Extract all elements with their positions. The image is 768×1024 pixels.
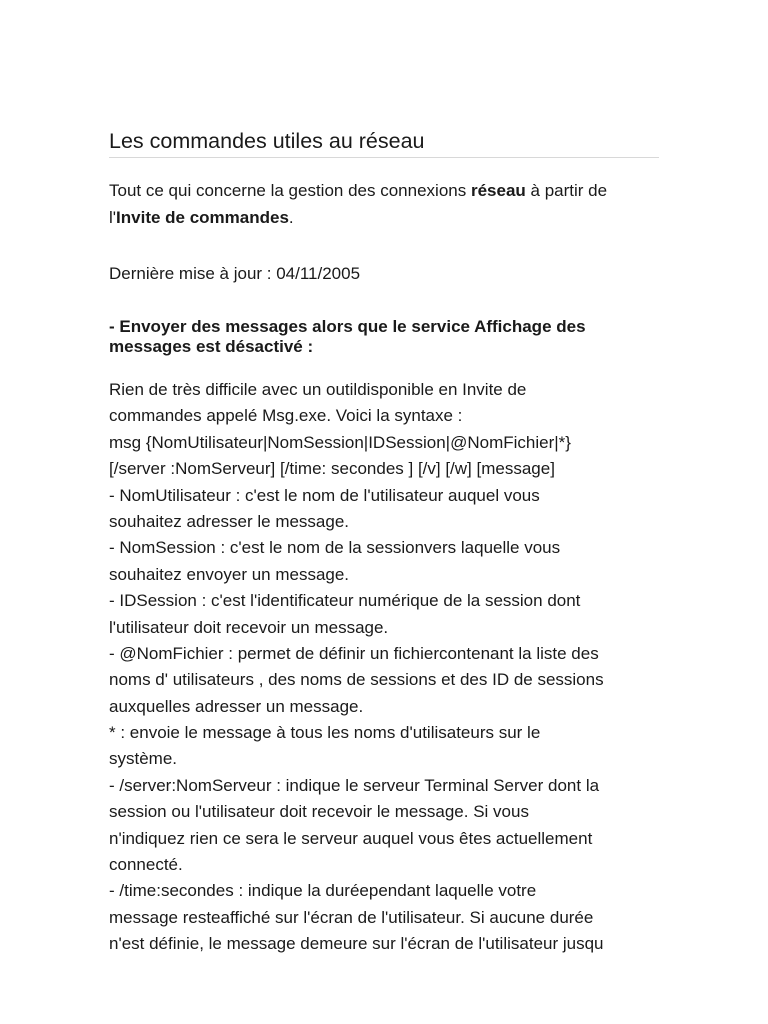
body-line: système.	[109, 749, 178, 769]
body-line: l'utilisateur doit recevoir un message.	[109, 617, 389, 637]
section-heading: - Envoyer des messages alors que le service Affichage des messages est désactivé :	[109, 317, 586, 356]
intro-text-3: .	[288, 207, 294, 227]
body-line: - NomSession : c'est le nom de la sessionvers laquelle vous	[109, 538, 561, 558]
body-line: session ou l'utilisateur doit recevoir le message. Si vous	[109, 802, 529, 822]
last-updated: Dernière mise à jour : 04/11/2005	[109, 264, 361, 283]
body-line: n'indiquez rien ce sera le serveur auquel vous êtes actuellement	[109, 828, 593, 848]
body-line: - @NomFichier : permet de définir un fichiercontenant la liste des	[109, 643, 599, 663]
body-line: Rien de très difficile avec un outildisponible en Invite de	[109, 380, 527, 399]
body-line: msg {NomUtilisateur|NomSession|IDSession|@NomFichier|*}	[109, 432, 571, 452]
body-line: message resteaffiché sur l'écran de l'utilisateur. Si aucune durée	[109, 907, 594, 927]
intro-bold-command-prompt: Invite de commandes	[116, 207, 289, 227]
body-line: * : envoie le message à tous les noms d'utilisateurs sur le	[109, 723, 541, 743]
body-line: - /server:NomServeur : indique le serveur Terminal Server dont la	[109, 775, 600, 795]
body-line: commandes appelé Msg.exe. Voici la syntaxe :	[109, 406, 463, 426]
body-text	[109, 377, 669, 958]
body-line: [/server :NomServeur] [/time: secondes ] [/v] [/w] [message]	[109, 459, 555, 479]
page-title: Les commandes utiles au réseau	[109, 127, 659, 158]
body-line: - /time:secondes : indique la duréependant laquelle votre	[109, 881, 537, 901]
body-line: souhaitez envoyer un message.	[109, 564, 350, 584]
intro-text-2: à partir de l'	[109, 181, 608, 227]
body-line: auxquelles adresser un message.	[109, 696, 364, 716]
body-line: - IDSession : c'est l'identificateur numérique de la session dont	[109, 591, 581, 611]
body-line: connecté.	[109, 855, 183, 875]
intro-text-1: Tout ce qui concerne la gestion des connexions	[109, 181, 471, 200]
body-line: noms d' utilisateurs , des noms de sessions et des ID de sessions	[109, 670, 604, 690]
intro-paragraph	[109, 178, 661, 231]
intro-bold-network: réseau	[470, 181, 526, 200]
body-line: n'est définie, le message demeure sur l'écran de l'utilisateur jusqu	[109, 934, 604, 954]
body-line: souhaitez adresser le message.	[109, 511, 350, 531]
body-line: - NomUtilisateur : c'est le nom de l'utilisateur auquel vous	[109, 485, 540, 505]
